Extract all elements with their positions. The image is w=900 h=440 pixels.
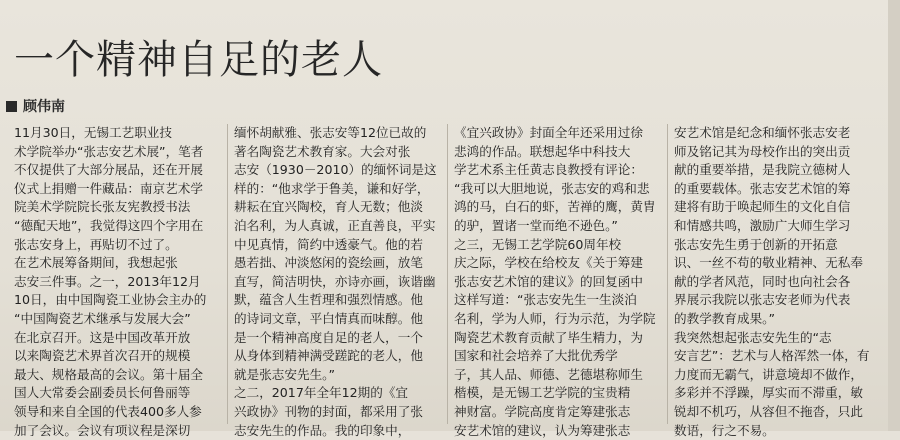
byline-square-icon: [6, 101, 17, 112]
text-line: 张志安身上，再贴切不过了。: [14, 236, 220, 255]
text-line: 力度而无霸气，讲意境却不做作，: [674, 366, 880, 385]
text-line: 安艺术馆的建议，认为筹建张志: [454, 422, 660, 440]
text-line: 数语，行之不易。: [674, 422, 880, 440]
author-name: 顾伟南: [23, 99, 65, 115]
text-line: 耕耘在宜兴陶校，育人无数；他淡: [234, 198, 440, 217]
text-line: 著名陶瓷艺术教育家。大会对张: [234, 143, 440, 162]
text-line: 最大、规格最高的会议。第十届全: [14, 366, 220, 385]
text-line: 以来陶瓷艺术界首次召开的规模: [14, 347, 220, 366]
text-line: 志安三件事。之一，2013年12月: [14, 273, 220, 292]
text-line: 的教学教育成果。”: [674, 310, 880, 329]
author-byline: [6, 98, 65, 116]
text-line: 就是张志安先生。”: [234, 366, 440, 385]
text-line: 名利，学为人师，行为示范，为学院: [454, 310, 660, 329]
text-line: 院美术学院院长张友宪教授书法: [14, 198, 220, 217]
text-line: 界展示我院以张志安老师为代表: [674, 291, 880, 310]
text-line: 直写，简洁明快，亦诗亦画，诙谐幽: [234, 273, 440, 292]
text-line: 庆之际，学校在给校友《关于筹建: [454, 254, 660, 273]
text-line: 师及铭记其为母校作出的突出贡: [674, 143, 880, 162]
text-line: 不仅提供了大部分展品，还在开展: [14, 161, 220, 180]
text-line: 11月30日，无锡工艺职业技: [14, 124, 220, 143]
text-line: 兴政协》刊物的封面，都采用了张: [234, 403, 440, 422]
text-line: 愚若拙、冲淡悠闲的瓷绘画，放笔: [234, 254, 440, 273]
column-divider: [447, 124, 448, 424]
text-line: 我突然想起张志安先生的“志: [674, 329, 880, 348]
text-line: 子，其人品、师德、艺德堪称师生: [454, 366, 660, 385]
text-line: “中国陶瓷艺术继承与发展大会”: [14, 310, 220, 329]
text-line: 的驴，置诸一堂而绝不逊色。”: [454, 217, 660, 236]
text-line: 之三，无锡工艺学院60周年校: [454, 236, 660, 255]
text-line: 从身体到精神满受蹉跎的老人，他: [234, 347, 440, 366]
text-line: 中见真情，简约中透豪气。他的若: [234, 236, 440, 255]
text-line: “我可以大胆地说，张志安的鸡和悲: [454, 180, 660, 199]
text-line: 献的学者风范，同时也向社会各: [674, 273, 880, 292]
article-column-3: [454, 124, 660, 440]
text-line: 10日，由中国陶瓷工业协会主办的: [14, 291, 220, 310]
text-line: 悲鸿的作品。联想起华中科技大: [454, 143, 660, 162]
text-line: 术学院举办“张志安艺术展”，笔者: [14, 143, 220, 162]
text-line: 在艺术展筹备期间，我想起张: [14, 254, 220, 273]
article-column-1: [14, 124, 220, 440]
text-line: 志安先生的作品。我的印象中，: [234, 422, 440, 440]
column-divider: [227, 124, 228, 424]
text-line: 安艺术馆是纪念和缅怀张志安老: [674, 124, 880, 143]
text-line: 神财富。学院高度肯定筹建张志: [454, 403, 660, 422]
text-line: 国家和社会培养了大批优秀学: [454, 347, 660, 366]
photo-edge: [888, 0, 900, 431]
text-line: 楷模，是无锡工艺学院的宝贵精: [454, 384, 660, 403]
text-line: 学艺术系主任黄志良教授有评论：: [454, 161, 660, 180]
column-divider: [667, 124, 668, 424]
text-line: 建将有助于唤起师生的文化自信: [674, 198, 880, 217]
text-line: 仪式上捐赠一件藏品：南京艺术学: [14, 180, 220, 199]
text-line: 鸿的马，白石的虾，苦禅的鹰，黄胄: [454, 198, 660, 217]
text-line: 张志安先生勇于创新的开拓意: [674, 236, 880, 255]
text-line: 多彩并不浮躁，厚实而不滞重，敏: [674, 384, 880, 403]
text-line: 锐却不机巧，从容但不拖沓，只此: [674, 403, 880, 422]
text-line: 献的重要举措，是我院立德树人: [674, 161, 880, 180]
text-line: 《宜兴政协》封面全年还采用过徐: [454, 124, 660, 143]
text-line: 之二，2017年全年12期的《宜: [234, 384, 440, 403]
article-headline: 一个精神自足的老人: [14, 36, 383, 84]
text-line: 陶瓷艺术教育贡献了毕生精力，为: [454, 329, 660, 348]
text-line: 泊名利，为人真诚，正直善良，平实: [234, 217, 440, 236]
text-line: 是一个精神高度自足的老人，一个: [234, 329, 440, 348]
text-line: 的重要载体。张志安艺术馆的筹: [674, 180, 880, 199]
text-line: 在北京召开。这是中国改革开放: [14, 329, 220, 348]
text-line: 默，蕴含人生哲理和强烈情感。他: [234, 291, 440, 310]
text-line: 安言艺”：艺术与人格浑然一体，有: [674, 347, 880, 366]
text-line: 这样写道：“张志安先生一生淡泊: [454, 291, 660, 310]
text-line: 国人大常委会副委员长何鲁丽等: [14, 384, 220, 403]
text-line: 缅怀胡献雅、张志安等12位已故的: [234, 124, 440, 143]
text-line: 和情感共鸣，激励广大师生学习: [674, 217, 880, 236]
text-line: 领导和来自全国的代表400多人参: [14, 403, 220, 422]
text-line: 识、一丝不苟的敬业精神、无私奉: [674, 254, 880, 273]
text-line: “德配天地”，我觉得这四个字用在: [14, 217, 220, 236]
article-column-2: [234, 124, 440, 440]
text-line: 志安（1930－2010）的缅怀词是这: [234, 161, 440, 180]
article-column-4: [674, 124, 880, 440]
text-line: 张志安艺术馆的建议》的回复函中: [454, 273, 660, 292]
text-line: 的诗词文章，平白情真而味醇。他: [234, 310, 440, 329]
text-line: 加了会议。会议有项议程是深切: [14, 422, 220, 440]
text-line: 样的：“他求学于鲁美，谦和好学，: [234, 180, 440, 199]
